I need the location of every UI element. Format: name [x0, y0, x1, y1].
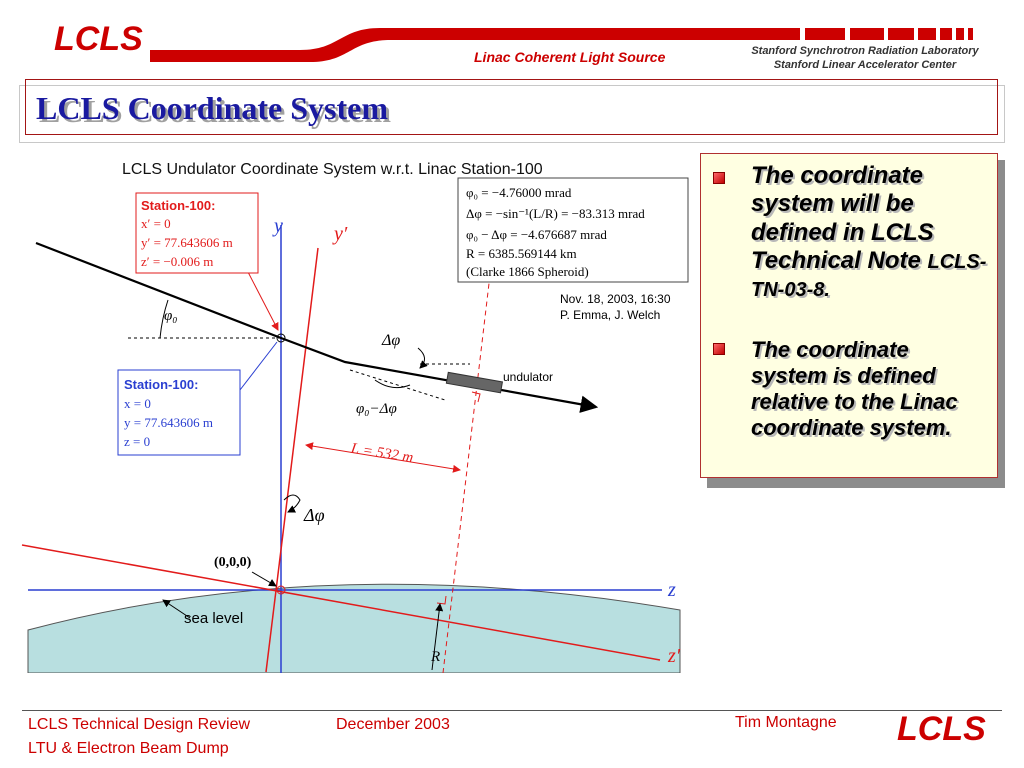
param-phi0: φ₀ = −4.76000 mrad — [466, 185, 572, 200]
bullet-text: The coordinate system is defined relative to the Linac coordinate system. — [751, 337, 958, 440]
footer-author: Tim Montagne — [735, 714, 837, 731]
bullet-panel — [700, 153, 998, 478]
label-y: y — [274, 215, 283, 237]
bullet-text: The coordinate system will be defined in LCLS Technical Note — [751, 162, 934, 274]
bullet-marker-icon — [713, 343, 725, 355]
label-z-prime: z′ — [668, 645, 681, 667]
param-radius: R = 6385.569144 km — [466, 246, 577, 261]
station-linac-title: Station-100: — [124, 377, 199, 392]
param-dphi: Δφ = −sin⁻¹(L/R) = −83.313 mrad — [466, 206, 645, 221]
label-phi0-minus-dphi: φ₀−Δφ — [356, 401, 397, 417]
station-primed-title: Station-100: — [141, 198, 216, 213]
param-spheroid: (Clarke 1866 Spheroid) — [466, 264, 589, 279]
sea-region — [28, 584, 680, 673]
label-radius: R — [431, 649, 441, 665]
label-z: z — [668, 579, 676, 601]
footer-divider — [22, 710, 1002, 711]
lab-name-slac: Stanford Linear Accelerator Center — [773, 59, 957, 71]
station-linac-z: z = 0 — [124, 434, 151, 449]
footer-review: LCLS Technical Design Review — [28, 716, 251, 733]
station-primed-x: x′ = 0 — [141, 216, 171, 231]
page-title: LCLS Coordinate System — [36, 90, 389, 126]
diagram-date: Nov. 18, 2003, 16:30 — [560, 292, 671, 306]
lab-name-ssrl: Stanford Synchrotron Radiation Laboratory — [751, 45, 979, 57]
station-linac-y: y = 77.643606 m — [124, 415, 213, 430]
param-phi-diff: φ₀ − Δφ = −4.676687 mrad — [466, 227, 607, 242]
label-y-prime: y′ — [334, 223, 348, 245]
bullet-marker-icon — [713, 172, 725, 184]
header-subtitle: Linac Coherent Light Source — [474, 49, 666, 65]
lcls-logo: LCLS — [54, 20, 143, 58]
footer-lcls-logo: LCLS — [897, 710, 986, 748]
undulator-body — [446, 372, 502, 392]
footer-date: December 2003 — [336, 716, 450, 733]
label-phi0: φ₀ — [164, 308, 178, 324]
label-dphi: Δφ — [382, 332, 401, 349]
label-undulator: undulator — [503, 370, 554, 384]
diagram-authors: P. Emma, J. Welch — [560, 308, 661, 322]
station-primed-z: z′ = −0.006 m — [141, 254, 214, 269]
bullet-item — [751, 162, 987, 304]
station-linac-x: x = 0 — [124, 396, 151, 411]
station-primed-y: y′ = 77.643606 m — [141, 235, 233, 250]
diagram-caption: LCLS Undulator Coordinate System w.r.t. Linac Station-100 — [122, 161, 543, 178]
label-length: L = 532 m — [349, 440, 415, 467]
label-dphi-axis: Δφ — [304, 505, 325, 525]
bullet-note-id: LCLS-TN-03-8. — [751, 250, 987, 302]
coordinate-diagram — [0, 150, 700, 680]
footer-topic: LTU & Electron Beam Dump — [28, 740, 229, 757]
label-sea-level: sea level — [184, 610, 244, 627]
bullet-item — [751, 337, 987, 441]
label-origin: (0,0,0) — [214, 555, 252, 570]
